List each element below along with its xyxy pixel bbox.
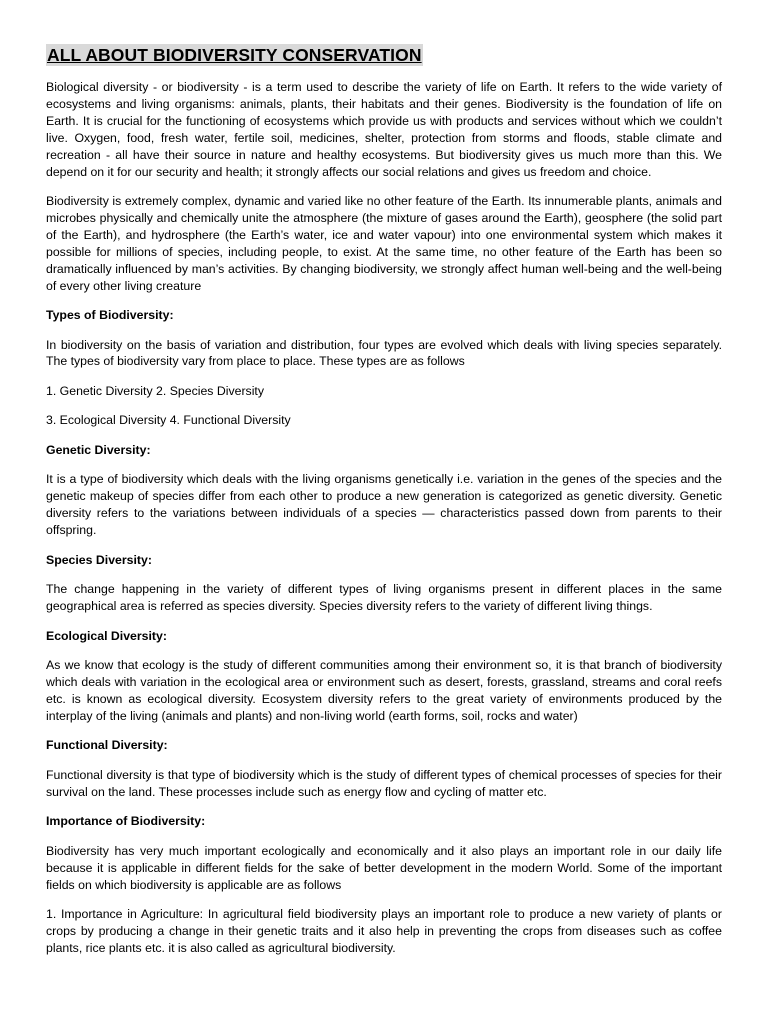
document-page [46, 44, 722, 957]
heading-ecological: Ecological Diversity: [46, 628, 167, 643]
species-paragraph: The change happening in the variety of different types of living organisms present in different places in the same geographical area is referred as species diversity. Species diversity refers to the variety of different living things. [46, 582, 722, 614]
importance-paragraph: Biodiversity has very much important ecologically and economically and it also plays an important role in our daily life because it is applicable in different fields for the sake of better development in the modern World. Some of the important fields on which biodiversity is applicable are as follows [46, 843, 722, 892]
complexity-paragraph: Biodiversity is extremely complex, dynamic and varied like no other feature of the Earth. Its innumerable plants, animals and microbes physically and chemically unite the atmosphere (the mixture of gases around the Earth), geosphere (the solid part of the Earth), and hydrosphere (the Earth’s water, ice and water vapour) into one environmental system which makes it possible for millions of species, including people, to exist. At the same time, no other feature of the Earth has been so dramatically influenced by man’s activities. By changing biodiversity, we strongly affect human well-being and the well-being of every other living creature [46, 194, 722, 293]
heading-types: Types of Biodiversity: [46, 308, 174, 323]
types-list-line-1: 1. Genetic Diversity 2. Species Diversity [46, 383, 264, 398]
ecological-paragraph: As we know that ecology is the study of different communities among their environment so, it is that branch of biodiversity which deals with variation in the ecological area or environment such as desert, forests, grassland, streams and coral reefs etc. is known as ecological diversity. Ecosystem diversity refers to the great variety of environments produced by the interplay of the living (animals and plants) and non-living world (earth forms, soil, rocks and water) [46, 658, 722, 723]
types-list-line-2: 3. Ecological Diversity 4. Functional Diversity [46, 413, 291, 428]
heading-functional: Functional Diversity: [46, 738, 168, 753]
document-title: ALL ABOUT BIODIVERSITY CONSERVATION [47, 45, 422, 65]
agriculture-paragraph: 1. Importance in Agriculture: In agricultural field biodiversity plays an important role to produce a new variety of plants or crops by producing a change in their genetic traits and it also help in preventing the crops from diseases such as coffee plants, rice plants etc. it is also called as agricultural biodiversity. [46, 907, 722, 955]
heading-importance: Importance of Biodiversity: [46, 814, 206, 829]
heading-species: Species Diversity: [46, 552, 152, 567]
types-paragraph: In biodiversity on the basis of variation and distribution, four types are evolved which deals with living species separately. The types of biodiversity vary from place to place. These types are as follows [46, 337, 722, 369]
genetic-paragraph: It is a type of biodiversity which deals with the living organisms genetically i.e. variation in the genes of the species and the genetic makeup of species differ from each other to produce a new generation is categorized as genetic diversity. Genetic diversity refers to the variations between individuals of a species — characteristics passed down from parents to their offspring. [46, 472, 722, 538]
functional-paragraph: Functional diversity is that type of biodiversity which is the study of different types of chemical processes of species for their survival on the land. These processes include such as energy flow and cycling of matter etc. [46, 767, 722, 799]
intro-paragraph: Biological diversity - or biodiversity - is a term used to describe the variety of life on Earth. It refers to the wide variety of ecosystems and living organisms: animals, plants, their habitats and their genes. Biodiversity is the foundation of life on Earth. It is crucial for the functioning of ecosystems which provide us with products and services without which we couldn’t live. Oxygen, food, fresh water, fertile soil, medicines, shelter, protection from storms and floods, stable climate and recreation - all have their source in nature and healthy ecosystems. But biodiversity gives us much more than this. We depend on it for our security and health; it strongly affects our social relations and gives us freedom and choice. [46, 80, 722, 179]
heading-genetic: Genetic Diversity: [46, 442, 151, 457]
